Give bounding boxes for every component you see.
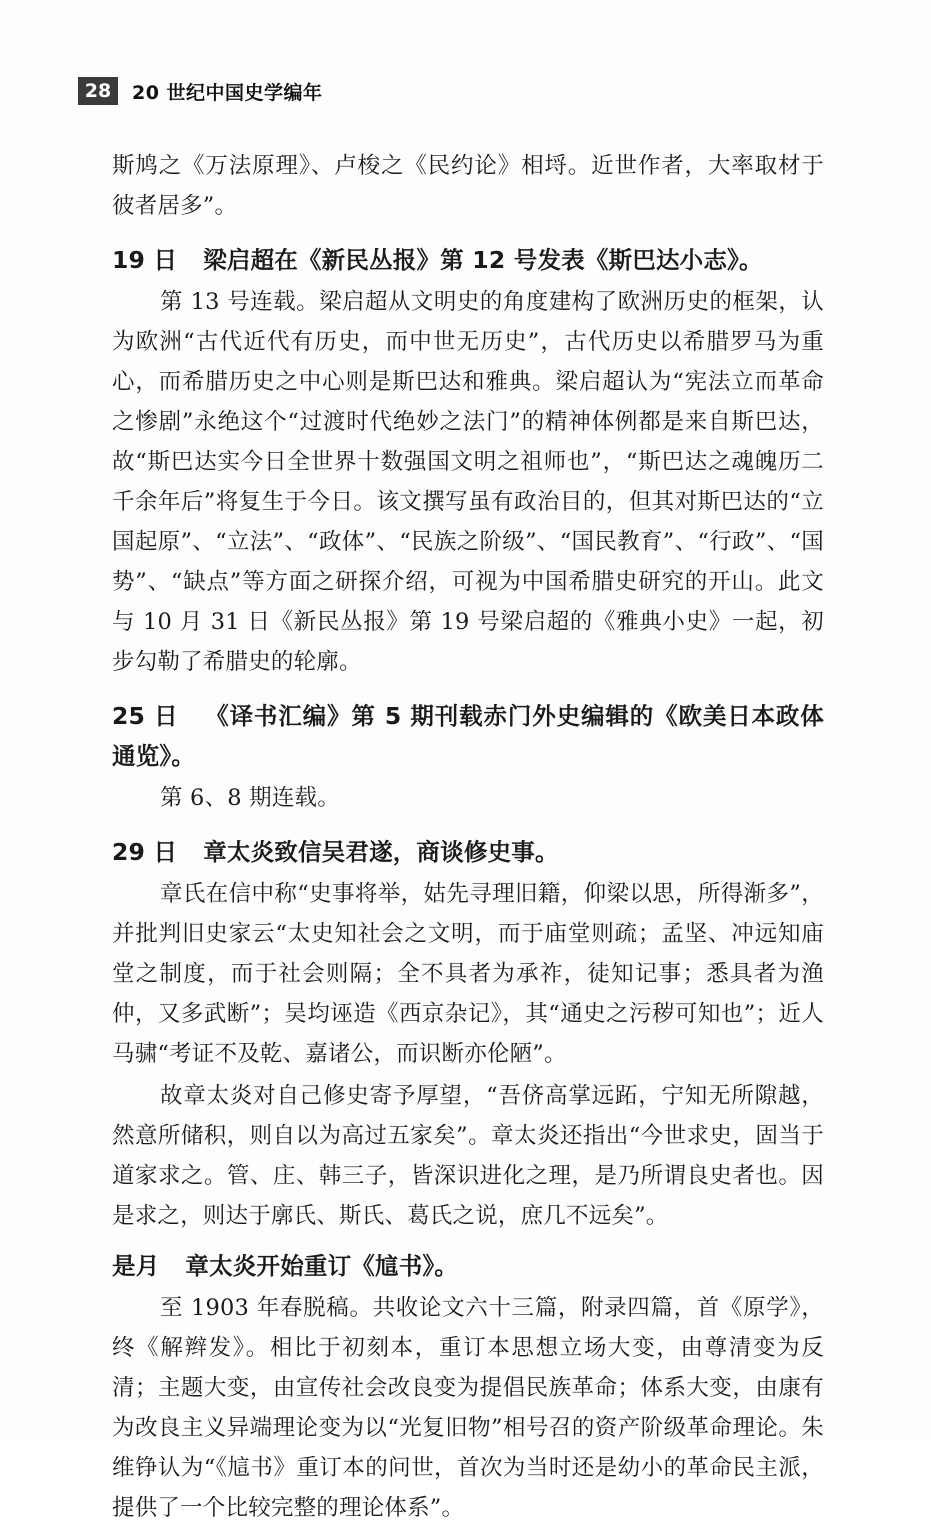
entry-title: 章太炎开始重订《訄书》。 xyxy=(185,1252,459,1280)
page-content xyxy=(112,146,824,1528)
entry-month xyxy=(112,1246,824,1528)
entry-heading xyxy=(112,832,824,872)
entry-title: 章太炎致信吴君遂，商谈修史事。 xyxy=(203,838,559,866)
entry-title: 梁启超在《新民丛报》第 12 号发表《斯巴达小志》。 xyxy=(203,246,763,274)
page-number: 28 xyxy=(78,77,118,105)
entry-date: 29 日 xyxy=(112,838,178,866)
entry-paragraph: 故章太炎对自己修史寄予厚望，“吾侪高掌远跖，宁知无所隙越，然意所储积，则自以为高过五家矣”。章太炎还指出“今世求史，固当于道家求之。管、庄、韩三子，皆深识进化之理，是乃所谓良史者也。因是求之，则达于廓氏、斯氏、葛氏之说，庶几不远矣”。 xyxy=(112,1083,824,1229)
page-header xyxy=(78,76,323,106)
entry-paragraph: 至 1903 年春脱稿。共收论文六十三篇，附录四篇，首《原学》，终《解辫发》。相比于初刻本，重订本思想立场大变，由尊清变为反清；主题大变，由宣传社会改良变为提倡民族革命；体系大变，由康有为改良主义异端理论变为以“光复旧物”相号召的资产阶级革命理论。朱维铮认为“《訄书》重订本的问世，首次为当时还是幼小的革命民主派，提供了一个比较完整的理论体系”。 xyxy=(112,1295,824,1521)
entry-date: 19 日 xyxy=(112,246,178,274)
entry-paragraph: 第 6、8 期连载。 xyxy=(160,785,340,811)
entry-date: 是月 xyxy=(112,1252,160,1280)
entry-title: 《译书汇编》第 5 期刊载赤门外史编辑的《欧美日本政体通览》。 xyxy=(112,702,824,770)
lead-paragraph: 斯鸠之《万法原理》、卢梭之《民约论》相埒。近世作者，大率取材于彼者居多”。 xyxy=(112,153,824,219)
entry-25 xyxy=(112,696,824,818)
entry-date: 25 日 xyxy=(112,702,179,730)
book-title: 20 世纪中国史学编年 xyxy=(132,81,323,104)
entry-heading xyxy=(112,696,824,776)
entry-heading xyxy=(112,1246,824,1286)
entry-29 xyxy=(112,832,824,1236)
entry-paragraph: 章氏在信中称“史事将举，姑先寻理旧籍，仰梁以思，所得渐多”，并批判旧史家云“太史知社会之文明，而于庙堂则疏；孟坚、冲远知庙堂之制度，而于社会则隔；全不具者为承祚，徒知记事；悉具者为渔仲，又多武断”；吴均诬造《西京杂记》，其“通史之污秽可知也”；近人马骕“考证不及乾、嘉诸公，而识断亦伦陋”。 xyxy=(112,881,824,1067)
entry-heading xyxy=(112,240,824,280)
entry-paragraph: 第 13 号连载。梁启超从文明史的角度建构了欧洲历史的框架，认为欧洲“古代近代有历史，而中世无历史”，古代历史以希腊罗马为重心，而希腊历史之中心则是斯巴达和雅典。梁启超认为“宪法立而革命之惨剧”永绝这个“过渡时代绝妙之法门”的精神体例都是来自斯巴达，故“斯巴达实今日全世界十数强国文明之祖师也”，“斯巴达之魂魄历二千余年后”将复生于今日。该文撰写虽有政治目的，但其对斯巴达的“立国起原”、“立法”、“政体”、“民族之阶级”、“国民教育”、“行政”、“国势”、“缺点”等方面之研探介绍，可视为中国希腊史研究的开山。此文与 10 月 31 日《新民丛报》第 19 号梁启超的《雅典小史》一起，初步勾勒了希腊史的轮廓。 xyxy=(112,289,824,675)
entry-19 xyxy=(112,240,824,682)
